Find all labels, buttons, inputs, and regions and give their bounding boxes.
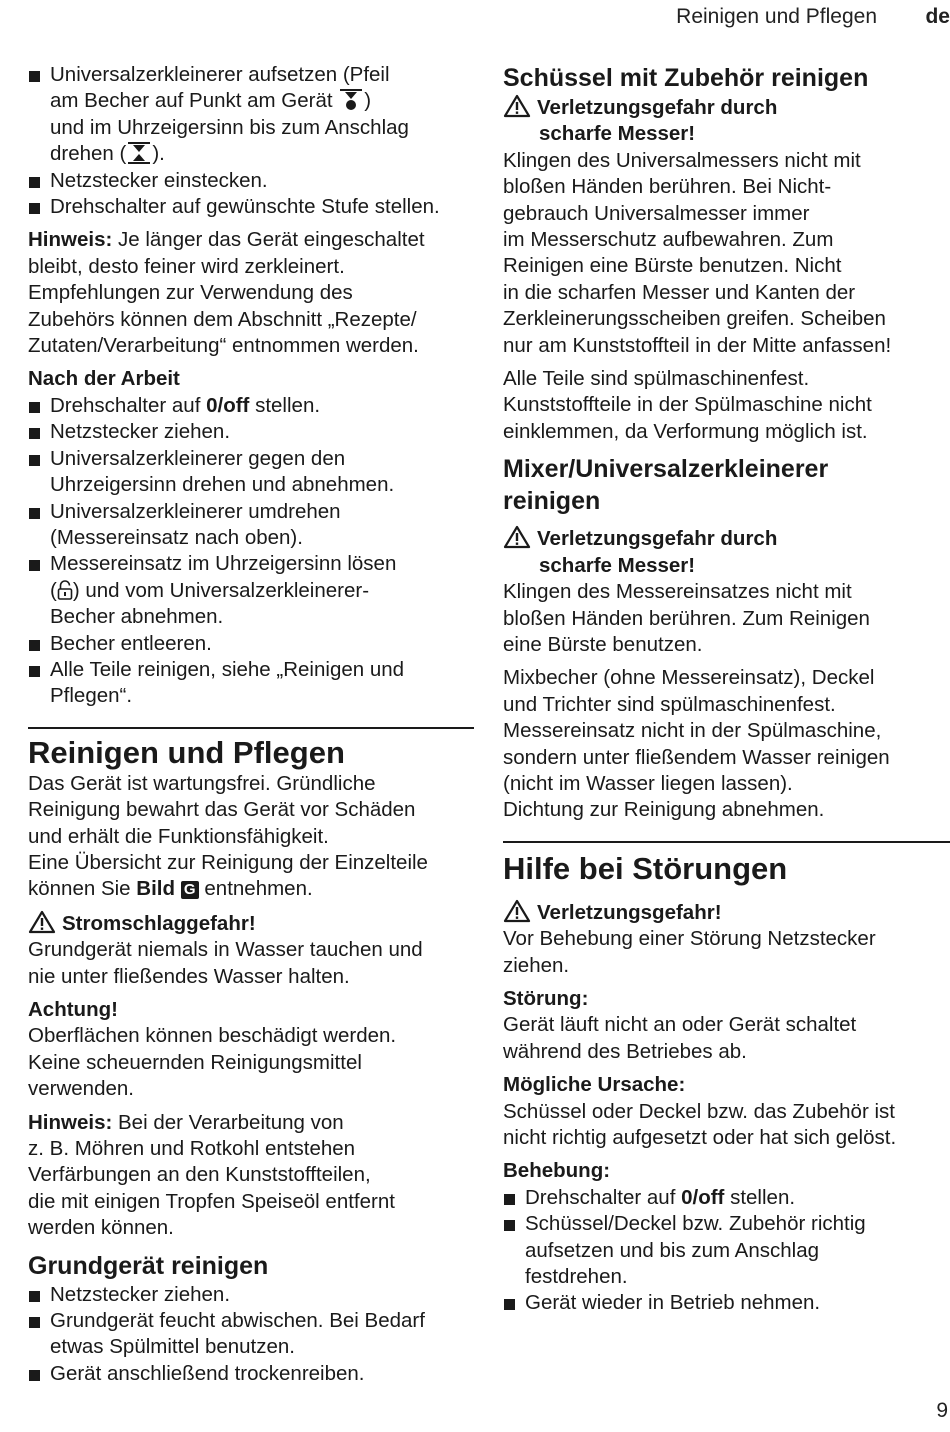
warning-messer-line2: scharfe Messer! xyxy=(539,122,696,146)
nach-der-arbeit-heading: Nach der Arbeit xyxy=(28,367,180,391)
stoerung-label: Störung: xyxy=(503,986,589,1010)
mixer-text: Klingen des Messereinsatzes nicht mit bloßen Händen berühren. Zum Reinigen eine Bürste benutzen. xyxy=(503,580,870,656)
list-item: Drehschalter auf 0/off stellen. xyxy=(503,1185,950,1211)
list-item: Drehschalter auf gewünschte Stufe stellen. xyxy=(28,194,474,220)
stromschlag-text: Grundgerät niemals in Wasser tauchen und nie unter fließendes Wasser halten. xyxy=(28,938,423,988)
header-title: Reinigen und Pflegen xyxy=(676,5,877,28)
reinigen-intro: Das Gerät ist wartungsfrei. Gründliche Reinigung bewahrt das Gerät vor Schäden und erhält die Funktionsfähigkeit. Eine Übersicht zur Reinigung der Einzelteile können Sie Bild G entnehmen. xyxy=(28,771,428,901)
warning-icon xyxy=(503,899,531,923)
warning-messer: Verletzungsgefahr durch xyxy=(503,94,950,121)
list-item: Netzstecker einstecken. xyxy=(28,168,474,194)
list-item: Universalzerkleinerer umdrehen (Messereinsatz nach oben). xyxy=(28,499,474,552)
mixer-text-2: Mixbecher (ohne Messereinsatz), Deckel und Trichter sind spülmaschinenfest. Messereinsatz nicht in der Spülmaschine, sondern unter fließendem Wasser reinigen (nicht im Wasser liegen lassen). Dichtung zur Reinigung abnehmen. xyxy=(503,666,890,822)
unlock-icon xyxy=(57,580,73,600)
list-item: Becher entleeren. xyxy=(28,631,474,657)
hinweis-paragraph: Hinweis: Je länger das Gerät eingeschaltet bleibt, desto feiner wird zerkleinert. Empfehlungen zur Verwendung des Zubehörs können dem Abschnitt „Rezepte/ Zutaten/Verarbeitung“ entnommen werden. xyxy=(28,228,425,358)
arrow-stop-icon xyxy=(126,141,152,165)
warning-icon xyxy=(503,525,531,549)
section-title-mixer: Mixer/Universalzerkleinerer reinigen xyxy=(503,455,829,516)
list-item: Alle Teile reinigen, siehe „Reinigen und Pflegen“. xyxy=(28,657,474,710)
warning-messer-line2: scharfe Messer! xyxy=(539,553,696,577)
page-number: 9 xyxy=(936,1398,948,1422)
page-header xyxy=(0,2,950,32)
list-item: Netzstecker ziehen. xyxy=(28,1282,474,1308)
schuessel-text: Klingen des Universalmessers nicht mit bloßen Händen berühren. Bei Nicht- gebrauch Universalmesser immer im Messerschutz aufbewahren. Zum Reinigen eine Bürste benutzen. Nicht in die scharfen Messer und Kanten der Zerkleinerungsscheiben greifen. Scheiben nur am Kunststoffteil in der Mitte anfassen! xyxy=(503,148,892,357)
list-item: Messereinsatz im Uhrzeigersinn lösen ( ) und vom Universalzerkleinerer- Becher abnehmen. xyxy=(28,551,474,630)
setup-steps-list xyxy=(28,62,474,220)
achtung-text: Oberflächen können beschädigt werden. Keine scheuernden Reinigungsmittel verwenden. xyxy=(28,1024,397,1101)
behebung-label: Behebung: xyxy=(503,1159,611,1183)
hinweis2-paragraph: Hinweis: Bei der Verarbeitung von z. B. Möhren und Rotkohl entstehen Verfärbungen an den Kunststoffteilen, die mit einigen Tropfen Speiseöl entfernt werden können. xyxy=(28,1110,395,1240)
verletzung-text: Vor Behebung einer Störung Netzstecker ziehen. xyxy=(503,927,876,977)
warning-icon xyxy=(503,94,531,118)
list-item: Drehschalter auf 0/off stellen. xyxy=(28,393,474,419)
arrow-dot-icon xyxy=(338,88,364,112)
language-code: de xyxy=(925,5,950,28)
achtung-label: Achtung! xyxy=(28,998,118,1021)
behebung-list xyxy=(503,1185,950,1317)
grundgeraet-list xyxy=(28,1282,474,1388)
right-column xyxy=(503,62,950,1317)
warning-verletzung: Verletzungsgefahr! xyxy=(503,899,950,926)
section-title-hilfe: Hilfe bei Störungen xyxy=(503,841,950,887)
warning-stromschlag: Stromschlaggefahr! xyxy=(28,910,474,937)
left-column xyxy=(28,62,474,1387)
warning-messer: Verletzungsgefahr durch xyxy=(503,525,950,552)
list-item: Universalzerkleinerer aufsetzen (Pfeil am Becher auf Punkt am Gerät ) und im Uhrzeigersinn bis zum Anschlag drehen ( ). xyxy=(28,62,474,168)
list-item: Schüssel/Deckel bzw. Zubehör richtig aufsetzen und bis zum Anschlag festdrehen. xyxy=(503,1211,950,1290)
list-item: Gerät anschließend trockenreiben. xyxy=(28,1361,474,1387)
section-title-grundgeraet: Grundgerät reinigen xyxy=(28,1251,269,1280)
figure-badge: G xyxy=(181,881,199,899)
list-item: Grundgerät feucht abwischen. Bei Bedarf etwas Spülmittel benutzen. xyxy=(28,1308,474,1361)
stoerung-text: Gerät läuft nicht an oder Gerät schaltet während des Betriebes ab. xyxy=(503,1013,857,1063)
list-item: Netzstecker ziehen. xyxy=(28,419,474,445)
nach-der-arbeit-list xyxy=(28,393,474,710)
warning-icon xyxy=(28,910,56,934)
list-item: Gerät wieder in Betrieb nehmen. xyxy=(503,1290,950,1316)
ursache-text: Schüssel oder Deckel bzw. das Zubehör ist nicht richtig aufgesetzt oder hat sich gelöst. xyxy=(503,1099,897,1149)
list-item: Universalzerkleinerer gegen den Uhrzeigersinn drehen und abnehmen. xyxy=(28,446,474,499)
ursache-label: Mögliche Ursache: xyxy=(503,1073,686,1097)
section-title-reinigen: Reinigen und Pflegen xyxy=(28,727,474,771)
schuessel-text-2: Alle Teile sind spülmaschinenfest. Kunststoffteile in der Spülmaschine nicht einklemmen, da Verformung möglich ist. xyxy=(503,367,872,443)
section-title-schuessel: Schüssel mit Zubehör reinigen xyxy=(503,64,869,92)
